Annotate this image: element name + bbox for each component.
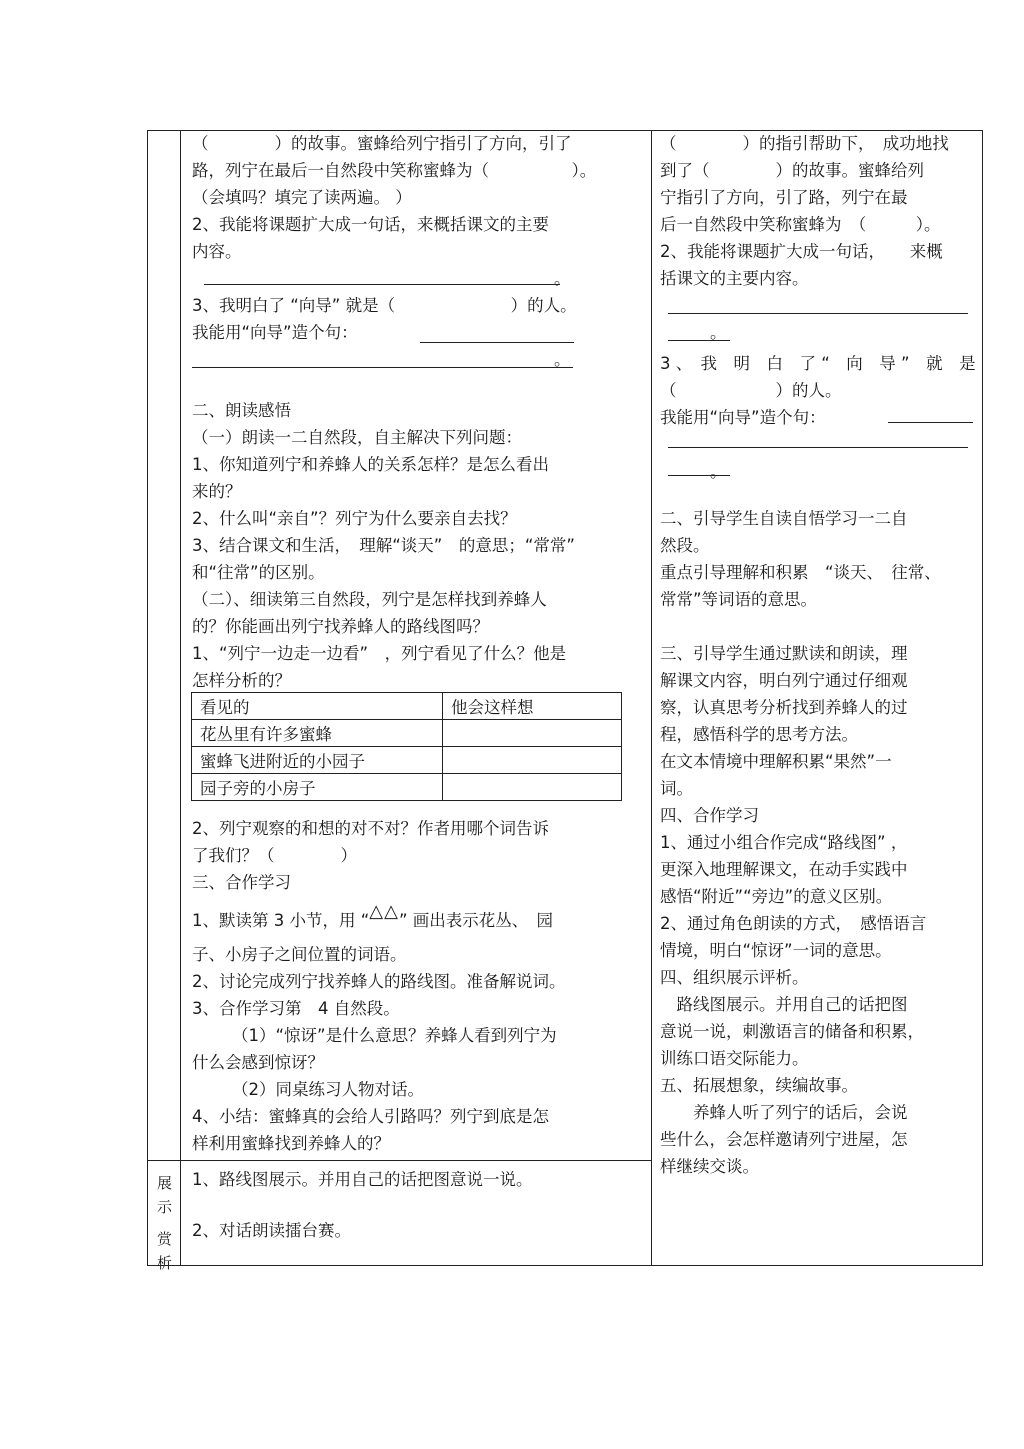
text-line: 程，感悟科学的思考方法。 xyxy=(660,725,858,744)
section-heading: 三、合作学习 xyxy=(192,873,291,892)
text-line: 路，列宁在最后一自然段中笑称蜜蜂为（ ）。 xyxy=(192,161,597,180)
text-line: 3、结合课文和生活， 理解“谈天” 的意思；“常常” xyxy=(192,536,575,555)
table-row xyxy=(192,774,622,801)
text-line: 些什么，会怎样邀请列宁进屋，怎 xyxy=(660,1130,908,1149)
text-line: 后一自然段中笑称蜜蜂为 （ ）。 xyxy=(660,215,941,234)
text-line: 宁指引了方向，引了路，列宁在最 xyxy=(660,188,908,207)
text-line: 我能用“向导”造个句： xyxy=(660,408,826,427)
text-line: 重点引导理解和积累 “谈天、 往常、 xyxy=(660,563,941,582)
table-row xyxy=(192,720,622,747)
text-fragment: ” 画出表示花丛、 园 xyxy=(398,911,554,930)
text-line: 。 xyxy=(554,269,571,288)
left-column-cooperation xyxy=(192,815,647,1157)
text-line: 1、路线图展示。并用自己的话把图意说一说。 xyxy=(192,1170,533,1189)
triangle-mark-icon: △△ xyxy=(369,901,399,922)
section-heading: 四、合作学习 xyxy=(660,806,759,825)
text-line: 我能用“向导”造个句： xyxy=(192,323,358,342)
text-line: 情境，明白“惊讶”一词的意思。 xyxy=(660,941,892,960)
text-line: 意说一说，刺激语言的储备和积累， xyxy=(660,1022,924,1041)
text-line: 1、“列宁一边走一边看” ，列宁看见了什么？他是 xyxy=(192,644,567,663)
text-line: （二）、细读第三自然段，列宁是怎样找到养蜂人 xyxy=(192,590,547,609)
table-row xyxy=(192,747,622,774)
section-heading: 二、引导学生自读自悟学习一二自 xyxy=(660,509,908,528)
text-line: 1、你知道列宁和养蜂人的关系怎样？是怎么看出 xyxy=(192,455,549,474)
answer-line xyxy=(668,475,730,476)
left-column-text xyxy=(192,130,647,373)
text-line: 更深入地理解课文，在动手实践中 xyxy=(660,860,908,879)
text-line: 。 xyxy=(554,350,571,369)
text-line: （1）“惊讶”是什么意思？养蜂人看到列宁为 xyxy=(232,1026,557,1045)
answer-line xyxy=(668,313,968,314)
label-char: 示 xyxy=(156,1198,172,1216)
text-line: 训练口语交际能力。 xyxy=(660,1049,809,1068)
table-cell: 园子旁的小房子 xyxy=(192,774,443,801)
text-line: 常常”等词语的意思。 xyxy=(660,590,818,609)
text-line: 了我们？（ ） xyxy=(192,846,357,865)
text-line: 2、讨论完成列宁找养蜂人的路线图。准备解说词。 xyxy=(192,972,566,991)
text-fragment: 1、默读第 3 小节，用 “ xyxy=(192,911,370,930)
text-line: 3 、 我 明 白 了 “ 向 导 ” 就 是 xyxy=(660,354,976,373)
text-line: 样利用蜜蜂找到养蜂人的？ xyxy=(192,1134,390,1153)
divider-label-column xyxy=(180,131,181,1265)
text-line: 2、我能将课题扩大成一句话， 来概 xyxy=(660,242,943,261)
label-char: 赏 xyxy=(156,1230,172,1248)
text-line: 3、合作学习第 4 自然段。 xyxy=(192,999,400,1018)
text-line: 怎样分析的？ xyxy=(192,671,291,690)
divider-right-column xyxy=(651,131,652,1265)
label-char: 析 xyxy=(156,1254,172,1272)
text-line: 察，认真思考分析找到养蜂人的过 xyxy=(660,698,908,717)
text-line: 内容。 xyxy=(192,242,242,261)
text-line: 2、通过角色朗读的方式， 感悟语言 xyxy=(660,914,927,933)
text-line: （ ）的指引帮助下， 成功地找 xyxy=(660,134,949,153)
table-header: 看见的 xyxy=(192,693,443,720)
text-line: （ ）的人。 xyxy=(660,381,842,400)
right-column-text xyxy=(660,130,980,485)
text-line: 到了（ ）的故事。蜜蜂给列 xyxy=(660,161,924,180)
section-label-display-appreciate xyxy=(148,1171,181,1275)
text-line: 路线图展示。并用自己的话把图 xyxy=(660,995,908,1014)
text-line: 2、列宁观察的和想的对不对？作者用哪个词告诉 xyxy=(192,819,549,838)
section-heading: 五、拓展想象，续编故事。 xyxy=(660,1076,858,1095)
text-line: 来的？ xyxy=(192,482,242,501)
text-line: 4、小结：蜜蜂真的会给人引路吗？列宁到底是怎 xyxy=(192,1107,549,1126)
text-line: （会填吗？填完了读两遍。 ） xyxy=(192,188,412,207)
left-column-reading xyxy=(192,397,647,694)
text-line: 然段。 xyxy=(660,536,710,555)
right-column-guidance xyxy=(660,505,980,1180)
text-line: 和“往常”的区别。 xyxy=(192,563,325,582)
label-char: 展 xyxy=(156,1174,172,1192)
text-line: 2、我能将课题扩大成一句话，来概括课文的主要 xyxy=(192,215,549,234)
table-cell-empty xyxy=(443,747,622,774)
section-heading: 四、组织展示评析。 xyxy=(660,968,809,987)
text-line: 。 xyxy=(710,462,727,481)
observation-table xyxy=(191,692,622,801)
text-line: 在文本情境中理解积累“果然”一 xyxy=(660,752,892,771)
text-line: 3、我明白了 “向导” 就是（ ）的人。 xyxy=(192,296,577,315)
text-line: 子、小房子之间位置的词语。 xyxy=(192,945,407,964)
text-line: （一）朗读一二自然段，自主解决下列问题： xyxy=(192,428,522,447)
text-line: 养蜂人听了列宁的话后，会说 xyxy=(660,1103,908,1122)
text-line: 。 xyxy=(710,323,727,342)
text-line: 括课文的主要内容。 xyxy=(660,269,809,288)
table-header-row xyxy=(192,693,622,720)
table-cell-empty xyxy=(443,774,622,801)
text-line: 感悟“附近”“旁边”的意义区别。 xyxy=(660,887,893,906)
table-cell-empty xyxy=(443,720,622,747)
answer-line xyxy=(192,367,573,368)
text-line: 什么会感到惊讶？ xyxy=(192,1053,324,1072)
text-line: 2、什么叫“亲自”？列宁为什么要亲自去找？ xyxy=(192,509,517,528)
text-line: （2）同桌练习人物对话。 xyxy=(232,1080,424,1099)
text-line: 1、通过小组合作完成“路线图” ， xyxy=(660,833,908,852)
bottom-section-items xyxy=(192,1166,647,1244)
text-line: 词。 xyxy=(660,779,693,798)
table-cell: 花丛里有许多蜜蜂 xyxy=(192,720,443,747)
table-cell: 蜜蜂飞进附近的小园子 xyxy=(192,747,443,774)
answer-line xyxy=(888,422,973,423)
section-heading: 三、引导学生通过默读和朗读，理 xyxy=(660,644,908,663)
text-line: （ ）的故事。蜜蜂给列宁指引了方向，引了 xyxy=(192,134,572,153)
answer-line xyxy=(668,447,968,448)
answer-line xyxy=(668,340,730,341)
divider-bottom-section xyxy=(148,1160,652,1161)
section-heading: 二、朗读感悟 xyxy=(192,401,291,420)
text-line: 2、对话朗读擂台赛。 xyxy=(192,1221,351,1240)
answer-line xyxy=(420,342,574,343)
table-header: 他会这样想 xyxy=(443,693,622,720)
answer-line xyxy=(204,284,560,285)
text-line: 的？你能画出列宁找养蜂人的路线图吗？ xyxy=(192,617,489,636)
mark-instruction xyxy=(192,901,647,937)
text-line: 样继续交谈。 xyxy=(660,1157,759,1176)
text-line: 解课文内容，明白列宁通过仔细观 xyxy=(660,671,908,690)
